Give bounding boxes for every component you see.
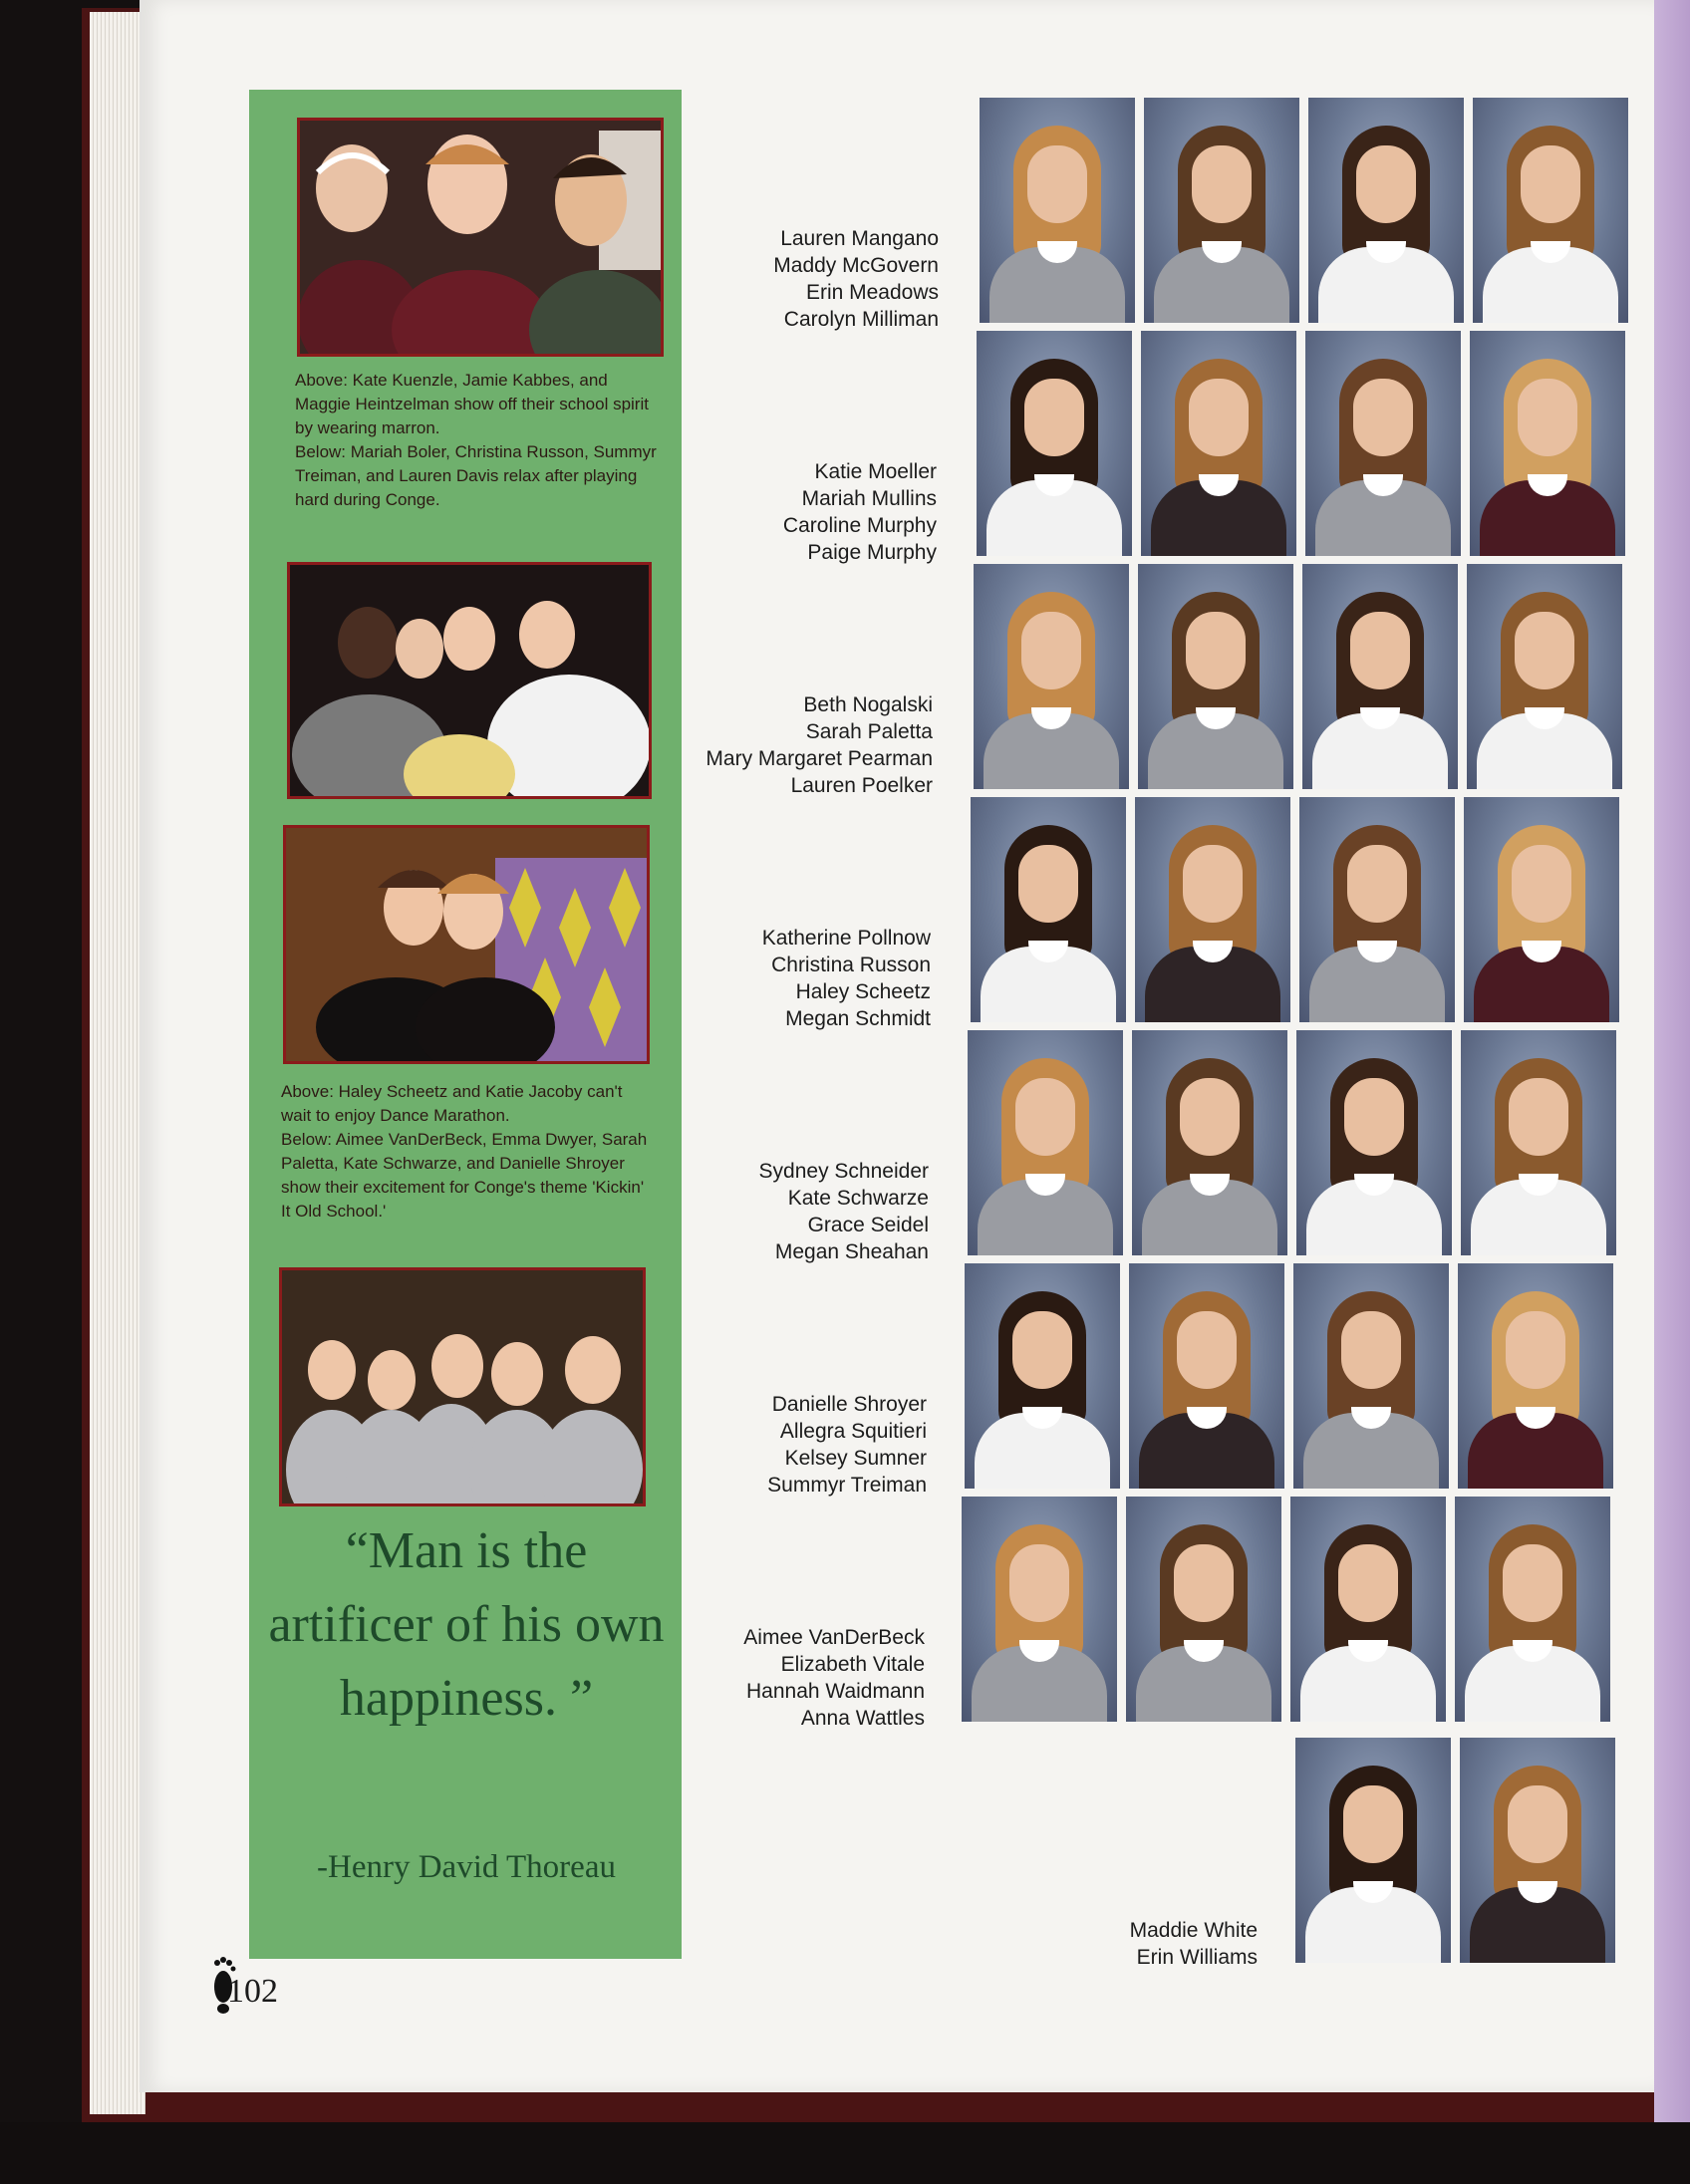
student-name: Sarah Paletta [805,720,933,743]
student-name: Allegra Squitieri [779,1420,927,1443]
student-name: Elizabeth Vitale [780,1653,925,1676]
student-portrait [1129,1263,1284,1489]
student-portrait [1467,564,1622,789]
student-portrait [1308,98,1464,323]
student-name: Sydney Schneider [758,1160,929,1183]
student-name: Maddie White [1129,1919,1258,1942]
page-number: 102 [227,1973,278,2010]
student-name: Caroline Murphy [782,514,937,537]
student-portrait [962,1497,1117,1722]
name-list-row-4 [672,925,931,1032]
student-name: Maddy McGovern [773,254,939,277]
student-portrait [965,1263,1120,1489]
name-list-row-6 [668,1391,927,1499]
student-name: Danielle Shroyer [771,1393,927,1416]
student-name: Megan Sheahan [774,1240,929,1263]
candid-photo-4 [279,1267,646,1506]
student-portrait [1141,331,1296,556]
student-name: Lauren Mangano [780,227,939,250]
student-portrait [1455,1497,1610,1722]
page-right-edge [1654,0,1690,2184]
thoreau-quote: “Man is the artificer of his own happiness. ” [268,1522,665,1727]
student-portrait [1144,98,1299,323]
student-portrait [1464,797,1619,1022]
student-portrait [1460,1738,1615,1963]
student-portrait [977,331,1132,556]
student-portrait [1296,1030,1452,1255]
student-name: Lauren Poelker [790,774,933,797]
candid-photo-3 [283,825,650,1064]
candid-photo-2 [287,562,652,799]
student-name: Christina Russon [771,954,931,976]
student-portrait [1305,331,1461,556]
student-portrait [1461,1030,1616,1255]
student-name: Carolyn Milliman [783,308,939,331]
background-bottom [0,2122,1690,2184]
student-name: Beth Nogalski [803,693,933,716]
student-name: Grace Seidel [807,1214,929,1236]
photo-caption-top [295,369,664,512]
student-name: Summyr Treiman [767,1474,927,1497]
caption-above-text: Above: Kate Kuenzle, Jamie Kabbes, and Maggie Heintzelman show off their school spirit by wearing marron. [295,371,649,437]
name-list-row-8 [998,1917,1258,1971]
student-name: Haley Scheetz [795,980,931,1003]
student-name: Kate Schwarze [787,1187,929,1210]
student-name: Megan Schmidt [785,1007,931,1030]
student-name: Mary Margaret Pearman [705,747,933,770]
student-portrait [1470,331,1625,556]
name-list-row-5 [670,1158,929,1265]
student-portrait [1302,564,1458,789]
student-name: Katherine Pollnow [761,927,931,950]
student-portrait [968,1030,1123,1255]
student-portrait [1473,98,1628,323]
name-list-row-2 [678,458,937,566]
student-portrait [1299,797,1455,1022]
student-name: Erin Williams [1136,1946,1258,1969]
student-portrait [1458,1263,1613,1489]
name-list-row-1 [680,225,939,333]
student-portrait [1135,797,1290,1022]
quote-author: -Henry David Thoreau [317,1849,616,1885]
student-name: Katie Moeller [814,460,937,483]
student-name: Anna Wattles [800,1707,925,1730]
name-list-row-7 [666,1624,925,1732]
student-portrait [1138,564,1293,789]
student-portrait [971,797,1126,1022]
student-name: Kelsey Sumner [784,1447,927,1470]
student-portrait [1295,1738,1451,1963]
candid-photo-1 [297,118,664,357]
student-portrait [980,98,1135,323]
caption-below-text: Below: Aimee VanDerBeck, Emma Dwyer, Sarah Paletta, Kate Schwarze, and Danielle Shroyer show their excitement for Conge's theme 'Kickin' It Old School.' [281,1130,648,1221]
photo-caption-bottom [281,1080,650,1224]
student-portrait [1293,1263,1449,1489]
student-name: Hannah Waidmann [746,1680,925,1703]
name-list-row-3 [674,691,933,799]
student-name: Erin Meadows [805,281,939,304]
caption-above-text: Above: Haley Scheetz and Katie Jacoby can't wait to enjoy Dance Marathon. [281,1082,623,1125]
student-name: Aimee VanDerBeck [743,1626,925,1649]
student-portrait [1290,1497,1446,1722]
caption-below-text: Below: Mariah Boler, Christina Russon, Summyr Treiman, and Lauren Davis relax after playing hard during Conge. [295,442,657,509]
student-name: Paige Murphy [807,541,937,564]
student-portrait [1132,1030,1287,1255]
page-stack [90,12,145,2114]
student-portrait [974,564,1129,789]
student-portrait [1126,1497,1281,1722]
student-name: Mariah Mullins [801,487,937,510]
